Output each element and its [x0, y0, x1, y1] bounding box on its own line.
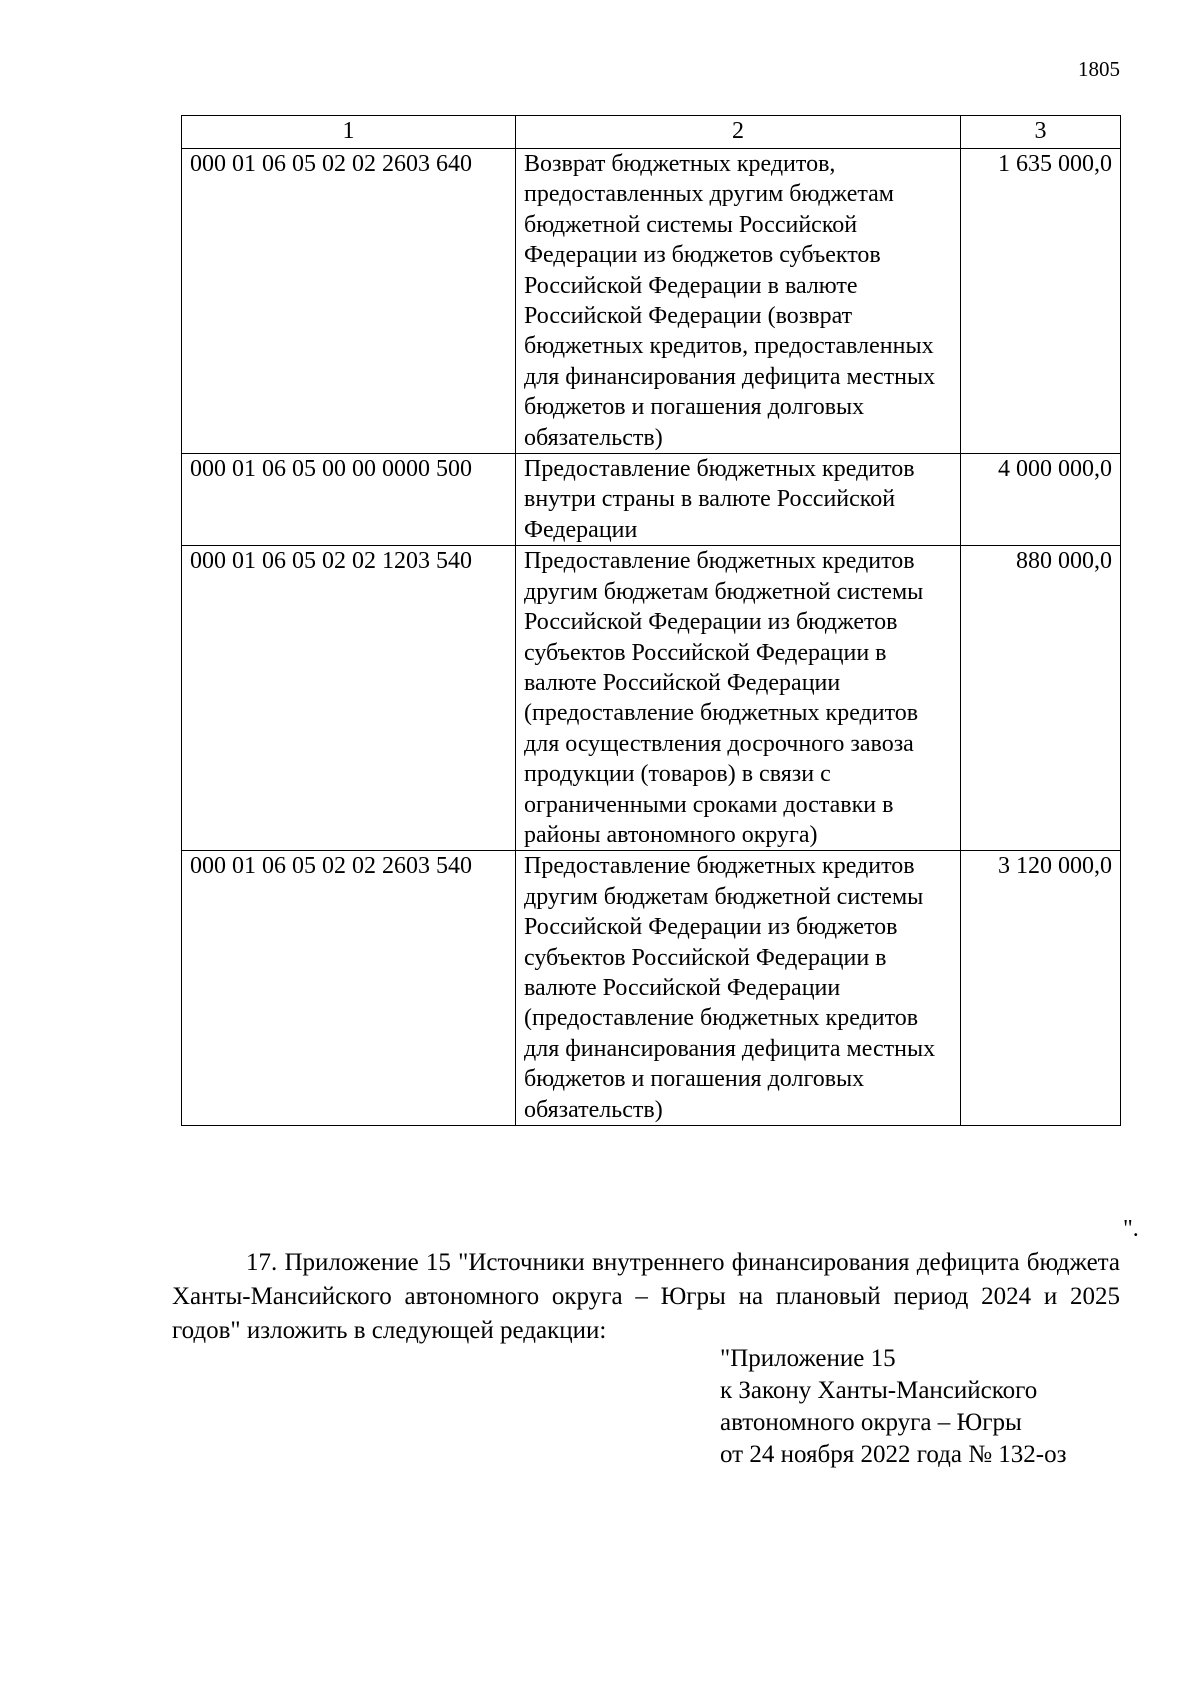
description-cell: Предоставление бюджетных кредитов внутри страны в валюте Российской Федерации: [516, 454, 961, 546]
table-row: [182, 149, 1121, 454]
appendix-line-1: "Приложение 15: [720, 1345, 896, 1372]
paragraph-17: 17. Приложение 15 "Источники внутреннего финансирования дефицита бюджета Ханты-Мансийского автономного округа – Югры на плановый период 2024 и 2025 годов" изложить в следующей редакции:: [172, 1249, 1120, 1344]
page-number: 1805: [1078, 57, 1120, 81]
appendix-line-2: к Закону Ханты-Мансийского: [720, 1377, 1038, 1404]
appendix-reference: [720, 1343, 1067, 1471]
amount-cell: 3 120 000,0: [961, 851, 1121, 1126]
closing-quote-mark: ".: [1123, 1216, 1139, 1242]
description-cell: Предоставление бюджетных кредитов другим бюджетам бюджетной системы Российской Федерации из бюджетов субъектов Российской Федерации в валюте Российской Федерации (предоставление бюджетных кредитов для финансирования дефицита местных бюджетов и погашения долговых обязательств): [516, 851, 961, 1126]
budget-code-cell: 000 01 06 05 02 02 2603 540: [182, 851, 516, 1126]
table-row: [182, 454, 1121, 546]
table-header-row: [182, 116, 1121, 149]
budget-code-cell: 000 01 06 05 02 02 1203 540: [182, 546, 516, 851]
budget-code-cell: 000 01 06 05 02 02 2603 640: [182, 149, 516, 454]
budget-code-cell: 000 01 06 05 00 00 0000 500: [182, 454, 516, 546]
table-row: [182, 546, 1121, 851]
column-header-3: 3: [961, 116, 1121, 149]
amount-cell: 1 635 000,0: [961, 149, 1121, 454]
appendix-line-4: от 24 ноября 2022 года № 132-оз: [720, 1441, 1067, 1468]
description-cell: Предоставление бюджетных кредитов другим бюджетам бюджетной системы Российской Федерации из бюджетов субъектов Российской Федерации в валюте Российской Федерации (предоставление бюджетных кредитов для осуществления досрочного завоза продукции (товаров) в связи с ограниченными сроками доставки в районы автономного округа): [516, 546, 961, 851]
amount-cell: 4 000 000,0: [961, 454, 1121, 546]
budget-sources-table: [181, 115, 1121, 1126]
description-cell: Возврат бюджетных кредитов, предоставленных другим бюджетам бюджетной системы Российской Федерации из бюджетов субъектов Российской Федерации в валюте Российской Федерации (возврат бюджетных кредитов, предоставленных для финансирования дефицита местных бюджетов и погашения долговых обязательств): [516, 149, 961, 454]
column-header-1: 1: [182, 116, 516, 149]
appendix-line-3: автономного округа – Югры: [720, 1409, 1022, 1436]
amount-cell: 880 000,0: [961, 546, 1121, 851]
table-row: [182, 851, 1121, 1126]
column-header-2: 2: [516, 116, 961, 149]
